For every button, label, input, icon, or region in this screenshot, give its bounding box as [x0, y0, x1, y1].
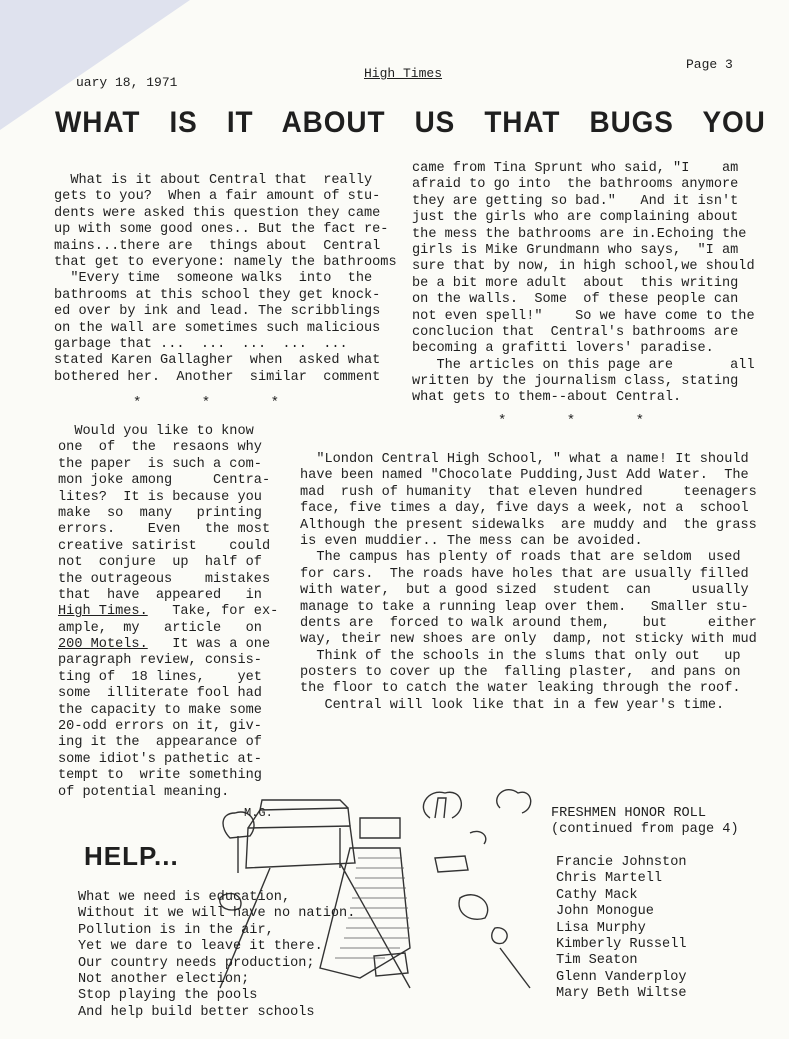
- article-line: High Times. Take, for ex-: [58, 604, 279, 620]
- poem-line: Stop playing the pools: [78, 988, 258, 1004]
- poem-line: Pollution is in the air,: [78, 922, 274, 938]
- honor-roll-name: Cathy Mack: [556, 887, 638, 903]
- article-line: girls is Mike Grundmann who says, "I am: [412, 242, 739, 258]
- honor-roll-name: Chris Martell: [556, 871, 663, 887]
- article-line: one of the resaons why: [58, 440, 262, 456]
- poem-title: HELP...: [84, 841, 179, 871]
- article-line: errors. Even the most: [58, 522, 271, 538]
- poem-line: Not another election;: [78, 971, 250, 987]
- honor-roll-name: Tim Seaton: [556, 953, 638, 969]
- poem-line: Without it we will have no nation.: [78, 906, 356, 922]
- article-line: ample, my article on: [58, 620, 262, 636]
- honor-roll-subtitle: (continued from page 4): [551, 822, 739, 838]
- article-line: becoming a grafitti lovers' paradise.: [412, 341, 714, 357]
- article-line: the capacity to make some: [58, 702, 262, 718]
- article-line: some idiot's pathetic at-: [58, 751, 262, 767]
- honor-roll-name: Kimberly Russell: [556, 936, 687, 952]
- poem-line: Our country needs production;: [78, 955, 315, 971]
- article-line: the paper is such a com-: [58, 456, 262, 472]
- article-line: mains...there are things about Central: [54, 238, 381, 254]
- article-line: up with some good ones.. But the fact re-: [54, 222, 389, 238]
- article-line: just the girls who are complaining about: [412, 210, 739, 226]
- article-line: with water, but a good sized student can usually: [300, 583, 749, 599]
- main-article-column-2: [412, 161, 755, 407]
- honor-roll-name: Lisa Murphy: [556, 920, 646, 936]
- newspaper-name: High Times: [364, 66, 443, 81]
- poem-line: And help build better schools: [78, 1004, 315, 1020]
- page-number: Page 3: [686, 57, 733, 72]
- article-line: mad rush of humanity that eleven hundred teenagers: [300, 484, 757, 500]
- artist-signature: M.G.: [244, 806, 273, 820]
- article-line: The campus has plenty of roads that are seldom used: [300, 550, 741, 566]
- article-line: ting of 18 lines, yet: [58, 669, 262, 685]
- article-line: be a bit more adult about this writing: [412, 275, 739, 291]
- honor-roll-title: FRESHMEN HONOR ROLL: [551, 806, 706, 821]
- article-line: not conjure up half of: [58, 555, 262, 571]
- article-line: written by the journalism class, stating: [412, 374, 739, 390]
- article-line: dents are forced to walk around them, but either: [300, 615, 757, 631]
- article-line: not even spell!" So we have come to the: [412, 308, 755, 324]
- article-line: 200 Motels. It was a one: [58, 637, 271, 653]
- article-line: What is it about Central that really: [54, 173, 373, 188]
- article-line: that have appeared in: [58, 587, 262, 603]
- honor-roll-name: John Monogue: [556, 904, 654, 920]
- honor-roll-name: Francie Johnston: [556, 855, 687, 870]
- article-line: Although the present sidewalks are muddy and the grass: [300, 517, 757, 533]
- article-line: on the wall are sometimes such malicious: [54, 320, 381, 336]
- article-line: face, five times a day, five days a week, not a school: [300, 501, 749, 517]
- article-line: the mess the bathrooms are in.Echoing the: [412, 226, 747, 242]
- poem-body: [78, 890, 355, 1021]
- article-line: "Every time someone walks into the: [54, 271, 373, 287]
- article-line: The articles on this page are all: [412, 357, 755, 373]
- article-line: dents were asked this question they came: [54, 205, 381, 221]
- article-line: some illiterate fool had: [58, 686, 262, 702]
- article-line: bathrooms at this school they get knock-: [54, 287, 381, 303]
- article-line: stated Karen Gallagher when asked what: [54, 353, 381, 369]
- honor-roll-heading: [551, 806, 739, 839]
- issue-date: uary 18, 1971: [76, 75, 178, 90]
- article-line: creative satirist could: [58, 538, 271, 554]
- article-line: manage to take a running leap over them. Smaller stu-: [300, 599, 749, 615]
- article-line: the floor to catch the water leaking through the roof.: [300, 681, 741, 697]
- article-line: ing it the appearance of: [58, 735, 262, 751]
- article-line: tempt to write something: [58, 768, 262, 784]
- article-line: for cars. The roads have holes that are usually filled: [300, 566, 749, 582]
- article-line: conclucion that Central's bathrooms are: [412, 324, 739, 340]
- article-line: Think of the schools in the slums that only out up: [300, 648, 741, 664]
- main-article-column-1: [54, 173, 397, 386]
- article-line: way, their new shoes are only damp, not sticky with mud: [300, 632, 757, 648]
- article-line: Central will look like that in a few year's time.: [300, 697, 725, 713]
- article-line: they are getting so bad." And it isn't: [412, 193, 739, 209]
- article-line: on the walls. Some of these people can: [412, 292, 739, 308]
- honor-roll-name: Glenn Vanderploy: [556, 969, 687, 985]
- article-line: is even muddier.. The mess can be avoided.: [300, 533, 643, 549]
- article-line: make so many printing: [58, 505, 262, 521]
- campus-mud-article: [300, 452, 757, 714]
- section-divider-right: * * *: [498, 413, 671, 429]
- article-line: lites? It is because you: [58, 489, 262, 505]
- article-line: the outrageous mistakes: [58, 571, 271, 587]
- article-line: 20-odd errors on it, giv-: [58, 719, 262, 735]
- section-divider-left: * * *: [133, 395, 306, 411]
- article-line: afraid to go into the bathrooms anymore: [412, 177, 739, 193]
- article-line: mon joke among Centra-: [58, 473, 271, 489]
- article-line: posters to cover up the falling plaster, and pans on: [300, 665, 741, 681]
- article-line: gets to you? When a fair amount of stu-: [54, 189, 381, 205]
- article-line: Would you like to know: [58, 424, 254, 439]
- main-article-title: WHAT IS IT ABOUT US THAT BUGS YOU: [55, 106, 766, 139]
- article-line: that get to everyone: namely the bathrooms: [54, 254, 397, 270]
- article-line: have been named "Chocolate Pudding,Just Add Water. The: [300, 468, 749, 484]
- article-line: bothered her. Another similar comment: [54, 369, 381, 385]
- honor-roll-name: Mary Beth Wiltse: [556, 986, 687, 1002]
- article-line: came from Tina Sprunt who said, "I am: [412, 161, 739, 176]
- poem-line: What we need is education,: [78, 890, 291, 905]
- article-line: paragraph review, consis-: [58, 653, 262, 669]
- poem-line: Yet we dare to leave it there.: [78, 939, 323, 955]
- article-line: ed over by ink and lead. The scribblings: [54, 304, 381, 320]
- honor-roll-names: [556, 855, 687, 1003]
- article-line: garbage that ... ... ... ... ...: [54, 336, 373, 352]
- article-line: what gets to them--about Central.: [412, 390, 682, 406]
- article-line: sure that by now, in high school,we should: [412, 259, 755, 275]
- article-line: of potential meaning.: [58, 784, 230, 800]
- printing-errors-article: [58, 424, 278, 801]
- article-line: "London Central High School, " what a name! It should: [300, 452, 749, 467]
